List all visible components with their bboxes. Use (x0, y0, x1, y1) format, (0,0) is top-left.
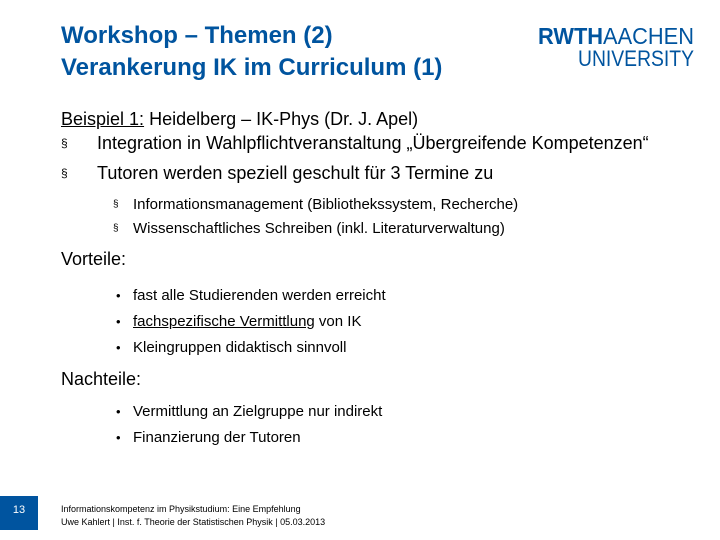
footer (61, 503, 325, 529)
slide-title-line2: Verankerung IK im Curriculum (1) (61, 54, 443, 81)
bullet-item (61, 161, 701, 185)
example-text: Heidelberg – IK-Phys (Dr. J. Apel) (144, 109, 419, 129)
vorteile-text-underlined: fachspezifische Vermittlung (133, 313, 315, 330)
sub-bullet-text: Wissenschaftliches Schreiben (inkl. Literaturverwaltung) (133, 220, 505, 237)
dot-marker: • (116, 288, 121, 303)
vorteile-item (61, 309, 701, 335)
vorteile-text: fast alle Studierenden werden erreicht (133, 287, 386, 304)
vorteile-text: Kleingruppen didaktisch sinnvoll (133, 339, 347, 356)
rwth-logo-svg (538, 23, 699, 72)
nachteile-text: Vermittlung an Zielgruppe nur indirekt (133, 403, 383, 420)
nachteile-text: Finanzierung der Tutoren (133, 429, 301, 446)
dot-marker: • (116, 314, 121, 329)
vorteile-item (61, 335, 701, 361)
nachteile-heading: Nachteile: (61, 369, 142, 389)
example-label: Beispiel 1: (61, 109, 145, 129)
sub-bullet-marker: § (113, 199, 119, 210)
vorteile-heading: Vorteile: (61, 249, 127, 269)
logo-rwth: RWTH (538, 23, 607, 49)
dot-marker: • (116, 404, 121, 419)
logo-aachen: AACHEN (603, 23, 699, 49)
footer-line2: Uwe Kahlert | Inst. f. Theorie der Statistischen Physik | 05.03.2013 (61, 517, 326, 527)
bullet-text: Integration in Wahlpflichtveranstaltung „Übergreifende Kompetenzen“ (97, 133, 649, 153)
slide-title-line1: Workshop – Themen (2) (61, 22, 333, 49)
sub-bullet-item (61, 217, 701, 241)
sub-bullet-text: Informationsmanagement (Bibliothekssystem, Recherche) (133, 196, 519, 213)
sub-bullet-item (61, 193, 701, 217)
page-number: 13 (0, 496, 38, 530)
slide-body (61, 107, 701, 451)
bullet-item (61, 131, 701, 155)
bullet-text: Tutoren werden speziell geschult für 3 Termine zu (97, 163, 494, 183)
nachteile-item (61, 425, 701, 451)
sub-bullet-marker: § (113, 223, 119, 234)
footer-line1: Informationskompetenz im Physikstudium: Eine Empfehlung (61, 504, 301, 514)
nachteile-item (61, 399, 701, 425)
logo-line2: UNIVERSITY (578, 46, 695, 71)
rwth-logo (538, 23, 699, 72)
slide-title (61, 20, 442, 84)
bullet-marker: § (61, 166, 68, 180)
example-heading (61, 107, 701, 131)
bullet-marker: § (61, 136, 68, 150)
vorteile-text: von IK (314, 313, 362, 330)
dot-marker: • (116, 340, 121, 355)
vorteile-item (61, 283, 701, 309)
dot-marker: • (116, 430, 121, 445)
